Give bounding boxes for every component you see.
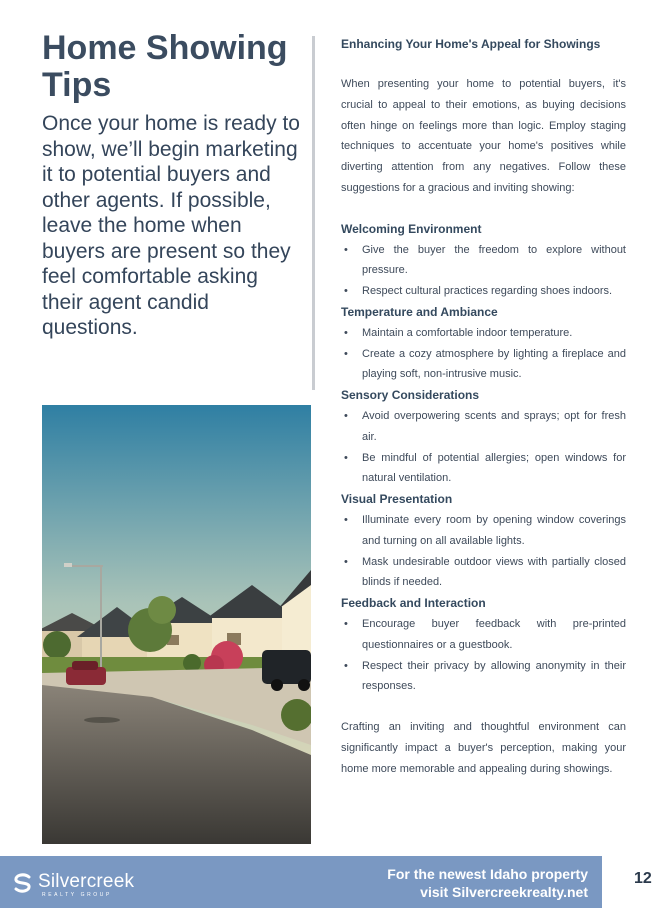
intro-paragraph: Once your home is ready to show, we’ll begin marketing it to potential buyers and other agents. If possible, leave the home when buyers are present so they feel comfortable asking their agent candid questions.	[42, 112, 300, 339]
list-item: • Illuminate every room by opening window coverings and turning on all available lights.	[341, 510, 626, 552]
list-item: • Maintain a comfortable indoor temperature.	[341, 323, 626, 344]
section-heading: Feedback and Interaction	[341, 596, 486, 611]
bullet-list	[341, 240, 626, 302]
logo-swirl-icon	[12, 872, 34, 894]
list-item: • Mask undesirable outdoor views with partially closed blinds if needed.	[341, 552, 626, 594]
section-heading: Welcoming Environment	[341, 221, 482, 236]
list-item: • Give the buyer the freedom to explore without pressure.	[341, 240, 626, 282]
list-item: • Respect their privacy by allowing anonymity in their responses.	[341, 656, 626, 698]
bullet-list	[341, 323, 626, 385]
article-lead-paragraph: When presenting your home to potential buyers, it's crucial to appeal to their emotions, as buying decisions often hinge on feelings more than logic. Employ staging techniques to accentuate your home's positives while diverting attention from any negatives. Follow these suggestions for a gracious and inviting showing:	[341, 78, 626, 194]
logo-tagline: REALTY GROUP	[42, 892, 112, 898]
section-heading: Temperature and Ambiance	[341, 304, 498, 319]
suburban-street-photo	[42, 405, 311, 844]
bullet-list	[341, 510, 626, 593]
bullet-list	[341, 614, 626, 697]
list-item: • Respect cultural practices regarding shoes indoors.	[341, 281, 626, 302]
list-item: • Encourage buyer feedback with pre-printed questionnaires or a guestbook.	[341, 614, 626, 656]
article-heading: Enhancing Your Home's Appeal for Showings	[341, 37, 601, 51]
footer-bar	[0, 856, 602, 908]
page-number: 12	[634, 870, 652, 887]
logo-name: Silvercreek	[38, 871, 135, 892]
closing-paragraph: Crafting an inviting and thoughtful environment can significantly impact a buyer's perception, making your home more memorable and appealing during showings.	[341, 721, 626, 775]
list-item: • Create a cozy atmosphere by lighting a fireplace and playing soft, non-intrusive music.	[341, 344, 626, 386]
section-heading: Visual Presentation	[341, 492, 453, 507]
bullet-list	[341, 406, 626, 489]
silvercreek-logo[interactable]	[12, 870, 152, 898]
section-heading: Sensory Considerations	[341, 388, 480, 403]
footer-website-link[interactable]: visit Silvercreekrealty.net	[420, 884, 588, 900]
vertical-divider	[312, 36, 315, 390]
article-column	[341, 34, 626, 780]
footer-promo	[387, 865, 588, 901]
page-title: Home Showing Tips	[42, 29, 288, 104]
list-item: • Avoid overpowering scents and sprays; opt for fresh air.	[341, 406, 626, 448]
list-item: • Be mindful of potential allergies; open windows for natural ventilation.	[341, 448, 626, 490]
footer-line-1: For the newest Idaho property	[387, 866, 588, 882]
